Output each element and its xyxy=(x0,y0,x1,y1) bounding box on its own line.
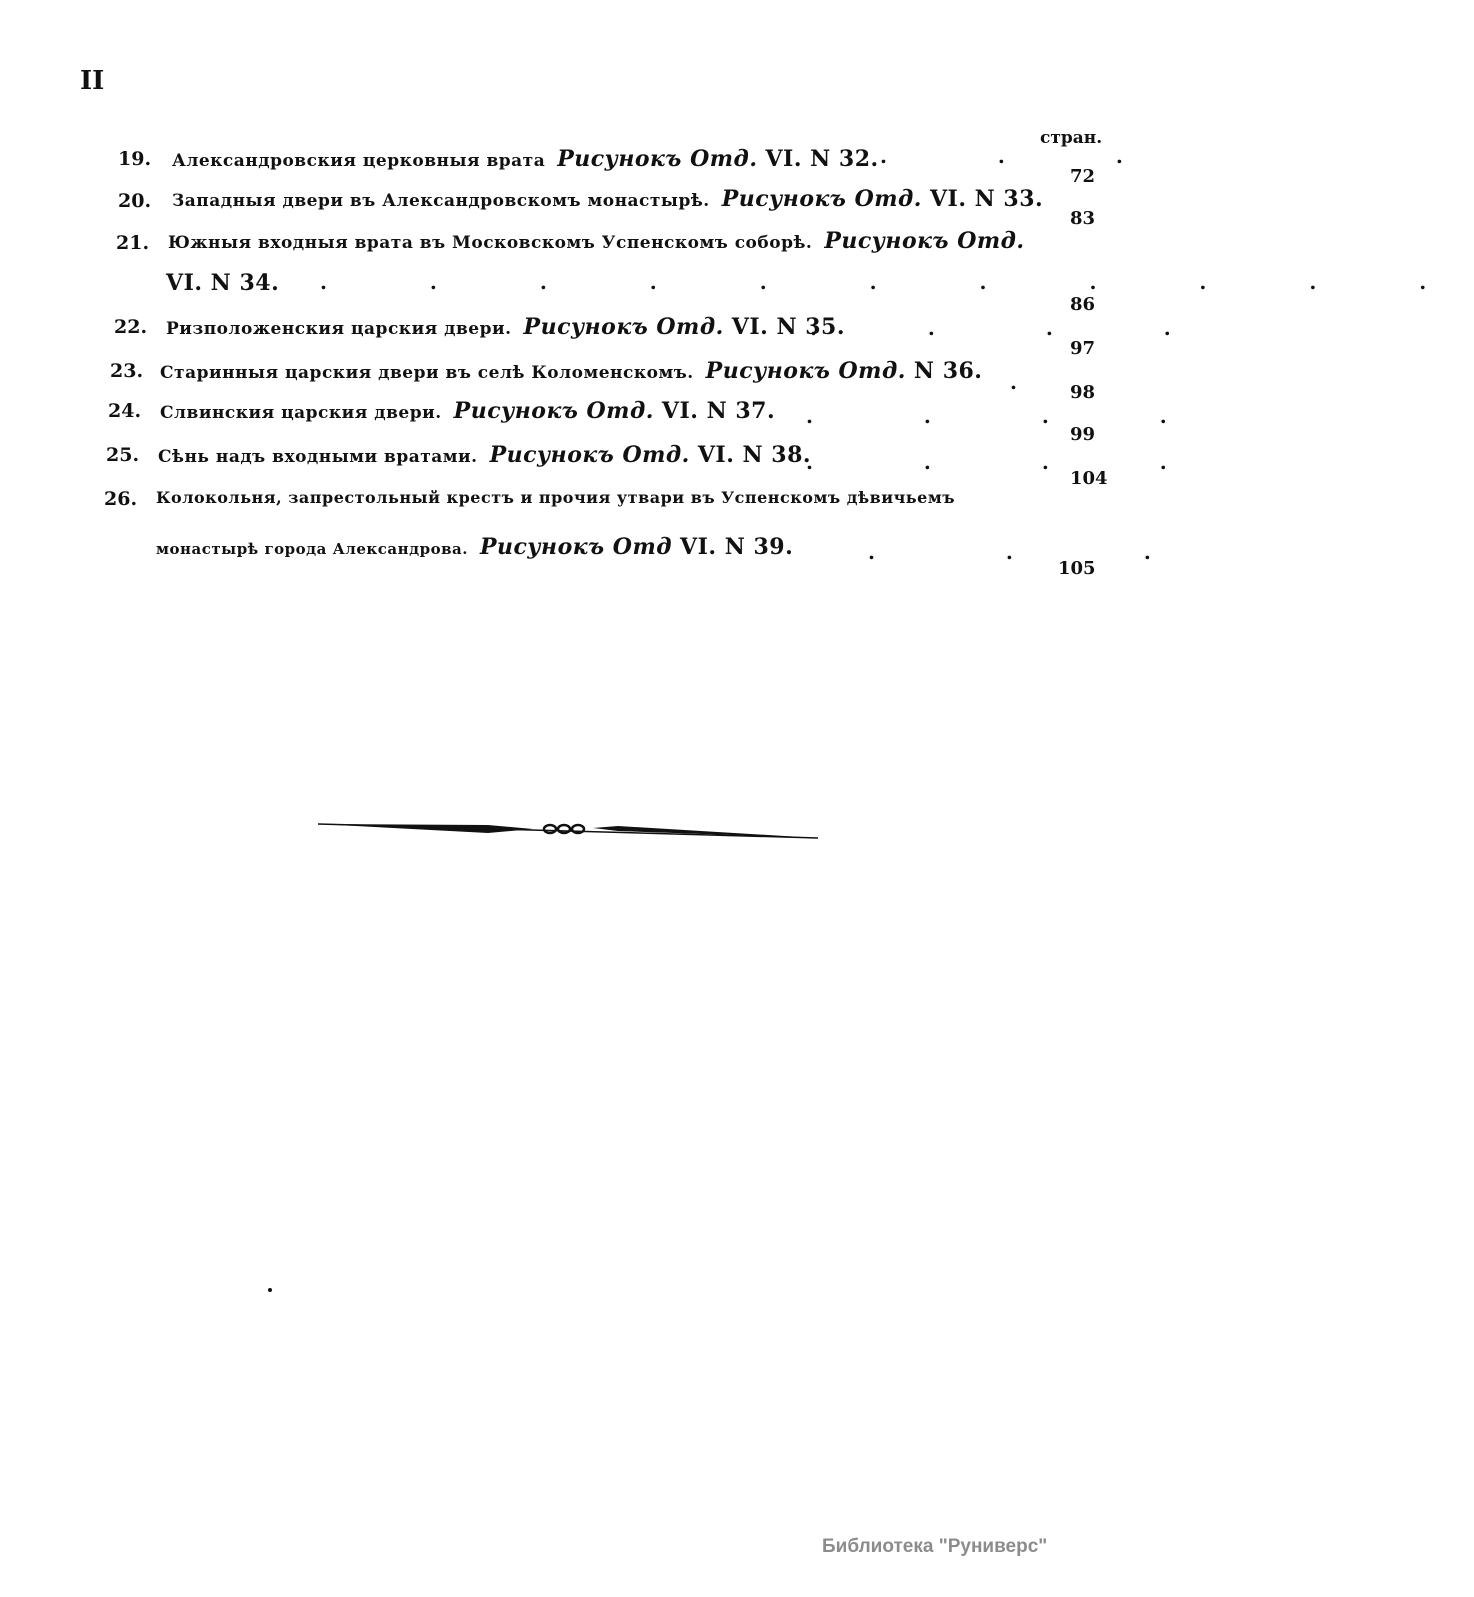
library-watermark: Библиотека "Руниверс" xyxy=(822,1536,1048,1557)
stray-mark xyxy=(268,1288,272,1292)
entry-figure-num: VI. N 35. xyxy=(731,314,846,340)
entry-title xyxy=(172,186,1043,212)
entry-page: 97 xyxy=(1070,338,1096,359)
toc-entry-19 xyxy=(0,140,1200,187)
entry-text: Сѣнь надъ входными вратами. xyxy=(158,447,478,467)
toc-entry-25 xyxy=(0,442,1219,489)
entry-figure-num: VI. N 34. xyxy=(166,270,280,296)
entry-title xyxy=(158,442,811,468)
leader-dots: . . . . xyxy=(806,450,1219,474)
entry-number: 24. xyxy=(108,400,142,422)
column-header-pages: стран. xyxy=(1040,128,1103,148)
entry-title xyxy=(156,488,955,507)
entry-figure-num: VI. N 33. xyxy=(929,186,1044,212)
entry-text: Южныя входныя врата въ Московскомъ Успенскомъ соборѣ. xyxy=(168,233,813,253)
entry-number: 20. xyxy=(118,190,152,212)
leader-dots: . . . xyxy=(868,540,1213,564)
leader-dots: . . . xyxy=(880,144,1175,168)
entry-page: 72 xyxy=(1070,166,1096,187)
entry-page: 99 xyxy=(1070,424,1096,445)
entry-figure-ref: Рисунокъ Отд. xyxy=(523,314,724,340)
leader-dots: . . . . xyxy=(806,404,1219,428)
entry-continuation xyxy=(156,534,793,560)
entry-number: 22. xyxy=(114,316,148,338)
entry-figure-ref: Рисунокъ Отд. xyxy=(557,146,758,172)
entry-title xyxy=(172,146,879,172)
entry-continuation xyxy=(166,270,279,296)
entry-number: 21. xyxy=(116,232,150,254)
entry-title xyxy=(166,314,845,340)
entry-text: Александровския церковныя врата xyxy=(172,151,546,171)
entry-title xyxy=(160,398,775,424)
entry-number: 25. xyxy=(106,444,140,466)
toc-entry-26 xyxy=(0,488,1213,579)
leader-dots: . xyxy=(1010,370,1069,394)
leader-dots: . . . . xyxy=(810,316,1223,340)
entry-page: 98 xyxy=(1070,382,1096,403)
entry-figure-ref: Рисунокъ Отд. xyxy=(824,228,1025,254)
entry-number: 26. xyxy=(104,488,138,510)
entry-figure-num: VI. N 39. xyxy=(680,534,794,560)
entry-text: Слвинския царския двери. xyxy=(160,403,442,423)
toc-entry-22 xyxy=(0,312,1223,359)
entry-number: 19. xyxy=(118,148,152,170)
ornament-divider xyxy=(318,818,818,842)
entry-page: 105 xyxy=(1058,558,1096,579)
entry-figure-ref: Рисунокъ Отд. xyxy=(705,358,906,384)
entry-text-line2: монастырѣ города Александрова. xyxy=(156,540,468,558)
toc-entry-23 xyxy=(0,356,1200,403)
toc-entry-20 xyxy=(0,184,1200,229)
entry-figure-num: N 36. xyxy=(913,358,983,384)
entry-figure-ref: Рисунокъ Отд xyxy=(479,534,673,560)
toc-entry-21 xyxy=(0,228,1474,315)
entry-page: 86 xyxy=(1070,294,1096,315)
page-number: II xyxy=(80,66,105,96)
entry-figure-num: VI. N 38. xyxy=(697,442,812,468)
entry-number: 23. xyxy=(110,360,144,382)
entry-page: 104 xyxy=(1070,468,1108,489)
entry-title xyxy=(160,358,982,384)
entry-figure-ref: Рисунокъ Отд. xyxy=(721,186,922,212)
entry-page: 83 xyxy=(1070,208,1096,229)
entry-text: Колокольня, запрестольный крестъ и прочия утвари въ Успенскомъ дѣвичьемъ xyxy=(156,488,956,507)
leader-dots: . . . . . . . . . . . xyxy=(320,270,1474,294)
entry-text: Старинныя царския двери въ селѣ Коломенскомъ. xyxy=(160,363,694,383)
entry-text: Ризположенския царския двери. xyxy=(166,319,512,339)
entry-text: Западныя двери въ Александровскомъ монастырѣ. xyxy=(172,191,710,211)
entry-figure-num: VI. N 32. xyxy=(765,146,879,172)
entry-figure-ref: Рисунокъ Отд. xyxy=(489,442,690,468)
entry-figure-ref: Рисунокъ Отд. xyxy=(453,398,654,424)
toc-entry-24 xyxy=(0,398,1219,445)
entry-title xyxy=(168,228,1025,254)
entry-figure-num: VI. N 37. xyxy=(661,398,776,424)
